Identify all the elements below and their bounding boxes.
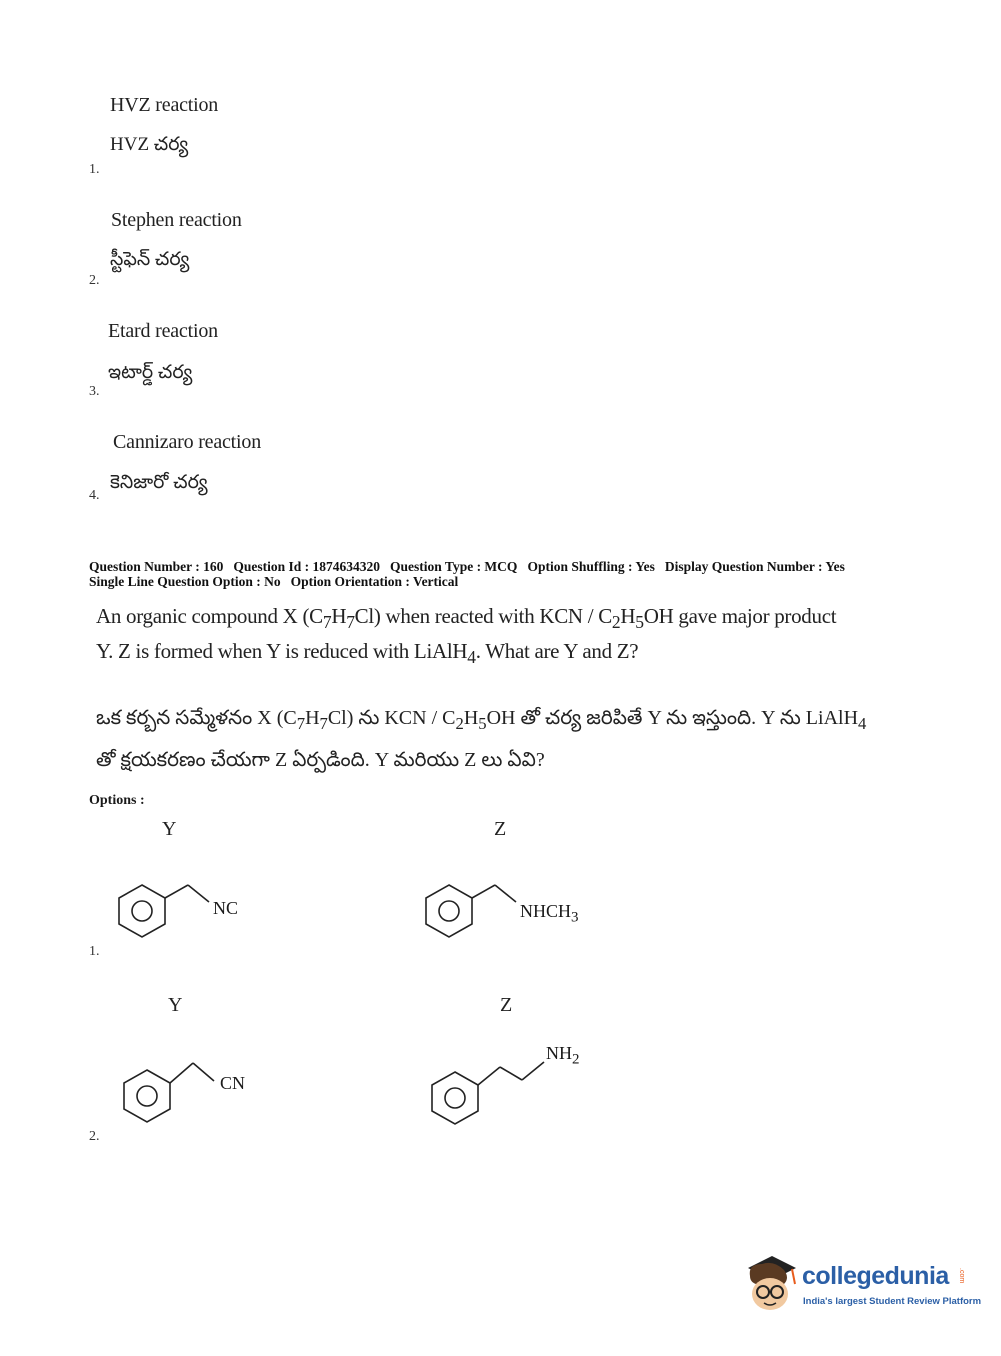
question-english	[96, 602, 916, 672]
option-1-y-structure	[105, 870, 265, 955]
meta-single-line: Single Line Question Option : No	[89, 574, 281, 589]
meta-question-type: Question Type : MCQ	[390, 559, 518, 574]
prev-option-2-number: 2.	[89, 273, 100, 288]
collegedunia-logo	[740, 1250, 980, 1320]
meta-orientation: Option Orientation : Vertical	[290, 574, 459, 589]
prev-option-4-telugu: కెనిజారో చర్య	[110, 472, 208, 493]
prev-option-4-english: Cannizaro reaction	[113, 431, 261, 453]
question-telugu	[96, 700, 916, 778]
option-2-z-structure	[418, 1040, 618, 1140]
prev-option-3-telugu: ఇటార్డ్ చర్య	[108, 362, 193, 383]
prev-option-3-number: 3.	[89, 384, 100, 399]
prev-option-2-english: Stephen reaction	[111, 209, 242, 231]
benzene-ring	[119, 885, 165, 937]
options-label: Options :	[89, 793, 145, 808]
logo-suffix: .com	[958, 1268, 965, 1284]
mascot-icon	[740, 1250, 800, 1318]
question-english-line-1: An organic compound X $(C_7H_7Cl)$ when reacted with KCN / $C_2H_5OH$ gave major product	[96, 604, 837, 633]
aromatic-circle	[439, 901, 459, 921]
meta-question-number: Question Number : 160	[89, 559, 224, 574]
prev-option-1-english: HVZ reaction	[110, 94, 219, 116]
option-1-z-group: $NHCH_3$	[520, 901, 579, 926]
meta-question-id: Question Id : 1874634320	[233, 559, 381, 574]
logo-tagline: India's largest Student Review Platform	[803, 1296, 982, 1307]
meta-option-shuffling: Option Shuffling : Yes	[527, 559, 655, 574]
option-1-z-structure	[412, 870, 612, 955]
benzene-ring	[124, 1070, 170, 1122]
prev-option-4-number: 4.	[89, 488, 100, 503]
logo-wordmark: collegedunia	[802, 1262, 949, 1290]
option-1-number: 1.	[89, 944, 100, 959]
benzene-ring	[432, 1072, 478, 1124]
question-meta-line-2	[89, 574, 468, 589]
option-2-number: 2.	[89, 1129, 100, 1144]
option-2-z-label: Z	[500, 994, 513, 1016]
question-meta-line-1	[89, 559, 855, 574]
question-telugu-line-2: తో క్షయకరణం చేయగా Z ఏర్పడింది. Y మరియు Z లు ఏవి?	[96, 749, 545, 771]
option-2-y-structure	[110, 1055, 270, 1140]
prev-option-1-telugu: HVZ చర్య	[110, 134, 189, 155]
meta-display-number: Display Question Number : Yes	[664, 559, 845, 574]
aromatic-circle	[132, 901, 152, 921]
benzene-ring	[426, 885, 472, 937]
option-1-y-group: NC	[213, 898, 239, 918]
question-english-line-2: Y. Z is formed when Y is reduced with LiAlH$_4$. What are Y and Z?	[96, 639, 639, 668]
question-telugu-line-1: ఒక కర్బన సమ్మేళనం X $(C_7H_7Cl)$ ను KCN / $C_2H_5OH$ తో చర్య జరిపితే Y ను ఇస్తుంది. Y ను LiAlH$_4$	[96, 707, 867, 733]
aromatic-circle	[445, 1088, 465, 1108]
option-1-y-label: Y	[162, 818, 177, 840]
aromatic-circle	[137, 1086, 157, 1106]
prev-option-2-telugu: స్టీఫెన్ చర్య	[110, 249, 190, 270]
option-2-z-group: $NH_2$	[546, 1043, 580, 1068]
option-2-y-group: CN	[220, 1073, 246, 1093]
option-1-z-label: Z	[494, 818, 507, 840]
prev-option-1-number: 1.	[89, 162, 100, 177]
prev-option-3-english: Etard reaction	[108, 320, 218, 342]
option-2-y-label: Y	[168, 994, 183, 1016]
